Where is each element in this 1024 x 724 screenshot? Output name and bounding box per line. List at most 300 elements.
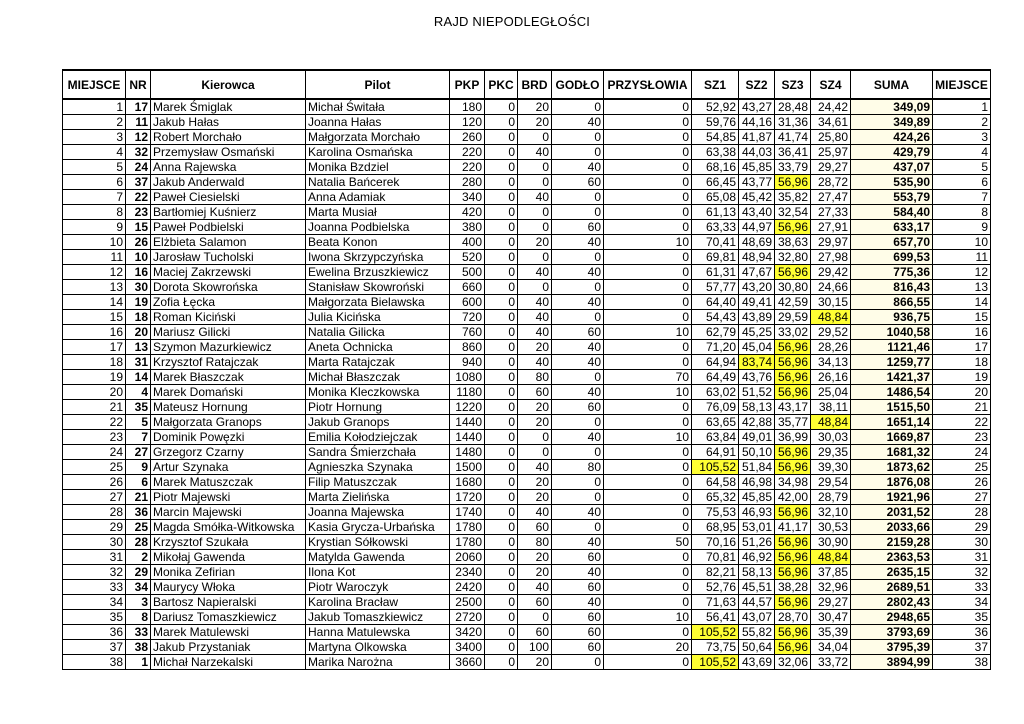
- cell-sz1: 63,38: [692, 145, 739, 160]
- cell-suma: 2031,52: [851, 505, 933, 520]
- cell-pilot: Joanna Podbielska: [306, 220, 450, 235]
- cell-pkc: 0: [485, 430, 518, 445]
- cell-place-right: 9: [933, 220, 991, 235]
- cell-godlo: 40: [552, 565, 604, 580]
- cell-brd: 40: [518, 295, 552, 310]
- cell-place: 13: [63, 280, 126, 295]
- cell-sz3-highlighted: 56,96: [775, 640, 811, 655]
- cell-sz4: 29,27: [811, 595, 851, 610]
- cell-place: 25: [63, 460, 126, 475]
- cell-driver: Grzegorz Czarny: [151, 445, 306, 460]
- cell-driver: Piotr Majewski: [151, 490, 306, 505]
- table-row: [63, 430, 991, 445]
- cell-pkp: 180: [450, 99, 485, 115]
- cell-sz4: 34,13: [811, 355, 851, 370]
- cell-pilot: Filip Matuszczak: [306, 475, 450, 490]
- cell-sz2: 43,89: [739, 310, 775, 325]
- cell-sz2: 53,01: [739, 520, 775, 535]
- cell-pkc: 0: [485, 460, 518, 475]
- cell-pkc: 0: [485, 550, 518, 565]
- cell-przyslowia: 0: [604, 460, 692, 475]
- cell-sz2: 45,04: [739, 340, 775, 355]
- table-row: [63, 265, 991, 280]
- cell-suma: 1486,54: [851, 385, 933, 400]
- cell-place-right: 14: [933, 295, 991, 310]
- cell-godlo: 0: [552, 280, 604, 295]
- cell-sz1: 61,31: [692, 265, 739, 280]
- cell-place-right: 1: [933, 99, 991, 115]
- cell-pkp: 1780: [450, 535, 485, 550]
- cell-sz1-highlighted: 105,52: [692, 625, 739, 640]
- cell-place: 2: [63, 115, 126, 130]
- cell-sz1: 73,75: [692, 640, 739, 655]
- cell-brd: 0: [518, 250, 552, 265]
- column-header-przyslowia: PRZYSŁOWIA: [604, 70, 692, 99]
- cell-godlo: 0: [552, 445, 604, 460]
- cell-sz2: 50,64: [739, 640, 775, 655]
- cell-place: 3: [63, 130, 126, 145]
- table-row: [63, 565, 991, 580]
- cell-driver: Artur Szynaka: [151, 460, 306, 475]
- cell-godlo: 60: [552, 325, 604, 340]
- cell-driver: Bartłomiej Kuśnierz: [151, 205, 306, 220]
- cell-przyslowia: 10: [604, 430, 692, 445]
- cell-suma: 349,09: [851, 99, 933, 115]
- cell-place: 15: [63, 310, 126, 325]
- cell-pkc: 0: [485, 415, 518, 430]
- cell-sz1: 57,77: [692, 280, 739, 295]
- cell-pkc: 0: [485, 190, 518, 205]
- cell-place-right: 35: [933, 610, 991, 625]
- table-row: [63, 610, 991, 625]
- cell-sz1: 64,91: [692, 445, 739, 460]
- cell-przyslowia: 10: [604, 325, 692, 340]
- cell-nr: 24: [126, 160, 151, 175]
- cell-godlo: 40: [552, 355, 604, 370]
- cell-pkc: 0: [485, 535, 518, 550]
- column-header-sz2: SZ2: [739, 70, 775, 99]
- cell-przyslowia: 0: [604, 625, 692, 640]
- cell-nr: 1: [126, 655, 151, 670]
- cell-sz1: 54,85: [692, 130, 739, 145]
- cell-pilot: Hanna Matulewska: [306, 625, 450, 640]
- cell-sz1: 68,95: [692, 520, 739, 535]
- cell-przyslowia: 0: [604, 265, 692, 280]
- cell-sz1: 76,09: [692, 400, 739, 415]
- cell-place: 8: [63, 205, 126, 220]
- cell-place-right: 4: [933, 145, 991, 160]
- cell-przyslowia: 10: [604, 235, 692, 250]
- cell-sz3-highlighted: 56,96: [775, 565, 811, 580]
- cell-place: 21: [63, 400, 126, 415]
- cell-driver: Paweł Podbielski: [151, 220, 306, 235]
- table-row: [63, 220, 991, 235]
- cell-sz2: 44,03: [739, 145, 775, 160]
- cell-driver: Marek Błaszczak: [151, 370, 306, 385]
- cell-sz2: 46,98: [739, 475, 775, 490]
- cell-przyslowia: 0: [604, 160, 692, 175]
- cell-pilot: Agnieszka Szynaka: [306, 460, 450, 475]
- cell-sz4: 25,80: [811, 130, 851, 145]
- cell-pkp: 1680: [450, 475, 485, 490]
- table-row: [63, 115, 991, 130]
- table-row: [63, 640, 991, 655]
- cell-przyslowia: 10: [604, 610, 692, 625]
- cell-nr: 22: [126, 190, 151, 205]
- cell-place: 1: [63, 99, 126, 115]
- column-header-sz1: SZ1: [692, 70, 739, 99]
- cell-sz3: 30,80: [775, 280, 811, 295]
- cell-pilot: Joanna Hałas: [306, 115, 450, 130]
- cell-nr: 31: [126, 355, 151, 370]
- cell-sz1: 63,65: [692, 415, 739, 430]
- cell-suma: 1515,50: [851, 400, 933, 415]
- column-header-suma: SUMA: [851, 70, 933, 99]
- cell-sz1: 75,53: [692, 505, 739, 520]
- cell-nr: 26: [126, 235, 151, 250]
- cell-driver: Marcin Majewski: [151, 505, 306, 520]
- cell-brd: 40: [518, 460, 552, 475]
- cell-place: 24: [63, 445, 126, 460]
- column-header-driver: Kierowca: [151, 70, 306, 99]
- cell-place: 23: [63, 430, 126, 445]
- cell-brd: 100: [518, 640, 552, 655]
- cell-sz2: 43,76: [739, 370, 775, 385]
- cell-przyslowia: 0: [604, 490, 692, 505]
- cell-sz4-highlighted: 48,84: [811, 310, 851, 325]
- cell-driver: Anna Rajewska: [151, 160, 306, 175]
- cell-pkp: 280: [450, 175, 485, 190]
- cell-suma: 699,53: [851, 250, 933, 265]
- cell-nr: 27: [126, 445, 151, 460]
- cell-sz2: 45,85: [739, 160, 775, 175]
- cell-przyslowia: 0: [604, 475, 692, 490]
- cell-pkp: 1500: [450, 460, 485, 475]
- cell-driver: Małgorzata Granops: [151, 415, 306, 430]
- cell-nr: 12: [126, 130, 151, 145]
- cell-sz3: 36,41: [775, 145, 811, 160]
- cell-brd: 60: [518, 385, 552, 400]
- cell-driver: Przemysław Osmański: [151, 145, 306, 160]
- cell-place: 20: [63, 385, 126, 400]
- cell-place: 4: [63, 145, 126, 160]
- cell-sz3-highlighted: 56,96: [775, 220, 811, 235]
- cell-pkc: 0: [485, 250, 518, 265]
- cell-pkc: 0: [485, 580, 518, 595]
- cell-sz1: 68,16: [692, 160, 739, 175]
- cell-sz2: 46,92: [739, 550, 775, 565]
- cell-suma: 429,79: [851, 145, 933, 160]
- table-row: [63, 160, 991, 175]
- cell-place-right: 26: [933, 475, 991, 490]
- cell-pilot: Natalia Gilicka: [306, 325, 450, 340]
- cell-godlo: 40: [552, 385, 604, 400]
- table-row: [63, 655, 991, 670]
- cell-sz4: 24,42: [811, 99, 851, 115]
- cell-suma: 2363,53: [851, 550, 933, 565]
- cell-sz3-highlighted: 56,96: [775, 505, 811, 520]
- cell-sz4: 34,04: [811, 640, 851, 655]
- cell-godlo: 40: [552, 235, 604, 250]
- cell-sz3-highlighted: 56,96: [775, 460, 811, 475]
- cell-godlo: 80: [552, 460, 604, 475]
- cell-suma: 535,90: [851, 175, 933, 190]
- cell-suma: 3793,69: [851, 625, 933, 640]
- cell-place-right: 20: [933, 385, 991, 400]
- cell-pilot: Beata Konon: [306, 235, 450, 250]
- cell-brd: 0: [518, 445, 552, 460]
- cell-driver: Jakub Przystaniak: [151, 640, 306, 655]
- cell-przyslowia: 0: [604, 505, 692, 520]
- cell-przyslowia: 0: [604, 190, 692, 205]
- cell-sz4: 39,30: [811, 460, 851, 475]
- cell-pkc: 0: [485, 205, 518, 220]
- cell-przyslowia: 50: [604, 535, 692, 550]
- cell-pkp: 260: [450, 130, 485, 145]
- cell-pkc: 0: [485, 325, 518, 340]
- table-row: [63, 145, 991, 160]
- cell-brd: 40: [518, 310, 552, 325]
- cell-nr: 18: [126, 310, 151, 325]
- cell-nr: 33: [126, 625, 151, 640]
- cell-sz2: 49,01: [739, 430, 775, 445]
- cell-sz4: 30,53: [811, 520, 851, 535]
- cell-place-right: 12: [933, 265, 991, 280]
- cell-driver: Roman Kiciński: [151, 310, 306, 325]
- cell-sz1: 63,84: [692, 430, 739, 445]
- cell-suma: 1873,62: [851, 460, 933, 475]
- cell-pkc: 0: [485, 505, 518, 520]
- cell-place-right: 30: [933, 535, 991, 550]
- cell-suma: 1259,77: [851, 355, 933, 370]
- cell-place-right: 28: [933, 505, 991, 520]
- cell-pilot: Natalia Bańcerek: [306, 175, 450, 190]
- cell-brd: 20: [518, 99, 552, 115]
- cell-nr: 25: [126, 520, 151, 535]
- cell-sz3: 31,36: [775, 115, 811, 130]
- cell-nr: 32: [126, 145, 151, 160]
- cell-godlo: 60: [552, 580, 604, 595]
- cell-sz2-highlighted: 83,74: [739, 355, 775, 370]
- cell-driver: Paweł Ciesielski: [151, 190, 306, 205]
- cell-pilot: Michał Świtała: [306, 99, 450, 115]
- cell-godlo: 60: [552, 175, 604, 190]
- cell-place-right: 31: [933, 550, 991, 565]
- cell-driver: Magda Smółka-Witkowska: [151, 520, 306, 535]
- cell-sz3: 32,80: [775, 250, 811, 265]
- cell-sz1: 64,49: [692, 370, 739, 385]
- cell-sz1: 64,58: [692, 475, 739, 490]
- cell-suma: 775,36: [851, 265, 933, 280]
- table-row: [63, 370, 991, 385]
- cell-pkc: 0: [485, 130, 518, 145]
- cell-pilot: Iwona Skrzypczyńska: [306, 250, 450, 265]
- cell-przyslowia: 0: [604, 280, 692, 295]
- cell-pilot: Ewelina Brzuszkiewicz: [306, 265, 450, 280]
- cell-przyslowia: 0: [604, 295, 692, 310]
- cell-sz4: 27,91: [811, 220, 851, 235]
- cell-place-right: 21: [933, 400, 991, 415]
- cell-godlo: 0: [552, 655, 604, 670]
- cell-place-right: 15: [933, 310, 991, 325]
- cell-suma: 1121,46: [851, 340, 933, 355]
- cell-nr: 38: [126, 640, 151, 655]
- cell-sz4: 30,47: [811, 610, 851, 625]
- cell-godlo: 40: [552, 430, 604, 445]
- cell-place-right: 29: [933, 520, 991, 535]
- cell-driver: Marek Matulewski: [151, 625, 306, 640]
- cell-pkp: 2340: [450, 565, 485, 580]
- table-row: [63, 385, 991, 400]
- cell-driver: Marek Matuszczak: [151, 475, 306, 490]
- cell-suma: 2159,28: [851, 535, 933, 550]
- cell-place-right: 19: [933, 370, 991, 385]
- cell-sz3-highlighted: 56,96: [775, 340, 811, 355]
- table-row: [63, 99, 991, 115]
- cell-suma: 584,40: [851, 205, 933, 220]
- cell-pkp: 3660: [450, 655, 485, 670]
- cell-sz1: 62,79: [692, 325, 739, 340]
- cell-pkc: 0: [485, 235, 518, 250]
- cell-place-right: 27: [933, 490, 991, 505]
- cell-godlo: 40: [552, 535, 604, 550]
- cell-przyslowia: 0: [604, 550, 692, 565]
- cell-godlo: 0: [552, 250, 604, 265]
- cell-sz3: 32,54: [775, 205, 811, 220]
- cell-pilot: Karolina Osmańska: [306, 145, 450, 160]
- cell-sz1: 54,43: [692, 310, 739, 325]
- cell-place: 12: [63, 265, 126, 280]
- cell-sz2: 48,94: [739, 250, 775, 265]
- cell-sz1: 70,16: [692, 535, 739, 550]
- cell-driver: Dorota Skowrońska: [151, 280, 306, 295]
- cell-pilot: Ilona Kot: [306, 565, 450, 580]
- cell-sz1: 66,45: [692, 175, 739, 190]
- cell-przyslowia: 0: [604, 400, 692, 415]
- cell-sz3: 28,48: [775, 99, 811, 115]
- cell-brd: 60: [518, 625, 552, 640]
- cell-pkp: 2500: [450, 595, 485, 610]
- cell-sz4: 32,10: [811, 505, 851, 520]
- cell-nr: 11: [126, 115, 151, 130]
- cell-place-right: 23: [933, 430, 991, 445]
- cell-pilot: Anna Adamiak: [306, 190, 450, 205]
- table-row: [63, 550, 991, 565]
- column-header-place: MIEJSCE: [63, 70, 126, 99]
- cell-pilot: Aneta Ochnicka: [306, 340, 450, 355]
- cell-driver: Marek Domański: [151, 385, 306, 400]
- cell-sz2: 45,51: [739, 580, 775, 595]
- cell-pilot: Joanna Majewska: [306, 505, 450, 520]
- cell-place: 10: [63, 235, 126, 250]
- cell-pkp: 3420: [450, 625, 485, 640]
- cell-nr: 4: [126, 385, 151, 400]
- cell-suma: 424,26: [851, 130, 933, 145]
- cell-place-right: 2: [933, 115, 991, 130]
- cell-sz1: 70,81: [692, 550, 739, 565]
- table-row: [63, 460, 991, 475]
- cell-pkp: 1440: [450, 415, 485, 430]
- cell-brd: 20: [518, 490, 552, 505]
- cell-pkp: 860: [450, 340, 485, 355]
- cell-pkc: 0: [485, 310, 518, 325]
- cell-place-right: 18: [933, 355, 991, 370]
- cell-sz3: 35,82: [775, 190, 811, 205]
- cell-pkc: 0: [485, 145, 518, 160]
- cell-godlo: 0: [552, 520, 604, 535]
- cell-sz1-highlighted: 105,52: [692, 655, 739, 670]
- cell-sz2: 45,25: [739, 325, 775, 340]
- cell-pilot: Monika Kleczkowska: [306, 385, 450, 400]
- cell-brd: 0: [518, 280, 552, 295]
- cell-sz2: 43,69: [739, 655, 775, 670]
- table-row: [63, 400, 991, 415]
- cell-sz3: 43,17: [775, 400, 811, 415]
- cell-sz4: 30,03: [811, 430, 851, 445]
- cell-place: 16: [63, 325, 126, 340]
- cell-sz1: 56,41: [692, 610, 739, 625]
- cell-godlo: 60: [552, 400, 604, 415]
- cell-pkc: 0: [485, 355, 518, 370]
- cell-przyslowia: 10: [604, 385, 692, 400]
- cell-nr: 17: [126, 99, 151, 115]
- cell-place: 6: [63, 175, 126, 190]
- cell-pilot: Marta Musiał: [306, 205, 450, 220]
- cell-nr: 29: [126, 565, 151, 580]
- cell-nr: 21: [126, 490, 151, 505]
- cell-przyslowia: 0: [604, 595, 692, 610]
- cell-pilot: Piotr Hornung: [306, 400, 450, 415]
- cell-pilot: Matylda Gawenda: [306, 550, 450, 565]
- cell-place: 27: [63, 490, 126, 505]
- cell-przyslowia: 0: [604, 99, 692, 115]
- cell-sz1: 82,21: [692, 565, 739, 580]
- cell-brd: 40: [518, 325, 552, 340]
- cell-suma: 1040,58: [851, 325, 933, 340]
- cell-pkp: 380: [450, 220, 485, 235]
- cell-nr: 6: [126, 475, 151, 490]
- cell-sz1: 69,81: [692, 250, 739, 265]
- cell-place-right: 38: [933, 655, 991, 670]
- cell-pkc: 0: [485, 295, 518, 310]
- cell-driver: Dariusz Tomaszkiewicz: [151, 610, 306, 625]
- cell-pkp: 220: [450, 160, 485, 175]
- column-header-pkc: PKC: [485, 70, 518, 99]
- cell-przyslowia: 0: [604, 580, 692, 595]
- cell-sz3: 42,59: [775, 295, 811, 310]
- cell-suma: 657,70: [851, 235, 933, 250]
- cell-sz2: 43,40: [739, 205, 775, 220]
- cell-sz4: 28,72: [811, 175, 851, 190]
- cell-godlo: 40: [552, 595, 604, 610]
- cell-pkp: 220: [450, 145, 485, 160]
- cell-brd: 0: [518, 205, 552, 220]
- cell-nr: 30: [126, 280, 151, 295]
- cell-pkc: 0: [485, 655, 518, 670]
- cell-suma: 3894,99: [851, 655, 933, 670]
- cell-sz1: 71,20: [692, 340, 739, 355]
- cell-przyslowia: 0: [604, 565, 692, 580]
- cell-nr: 36: [126, 505, 151, 520]
- table-row: [63, 295, 991, 310]
- table-row: [63, 250, 991, 265]
- cell-sz4: 28,26: [811, 340, 851, 355]
- cell-sz3: 41,74: [775, 130, 811, 145]
- cell-sz3: 33,02: [775, 325, 811, 340]
- cell-sz2: 43,27: [739, 99, 775, 115]
- cell-driver: Jarosław Tucholski: [151, 250, 306, 265]
- cell-godlo: 0: [552, 190, 604, 205]
